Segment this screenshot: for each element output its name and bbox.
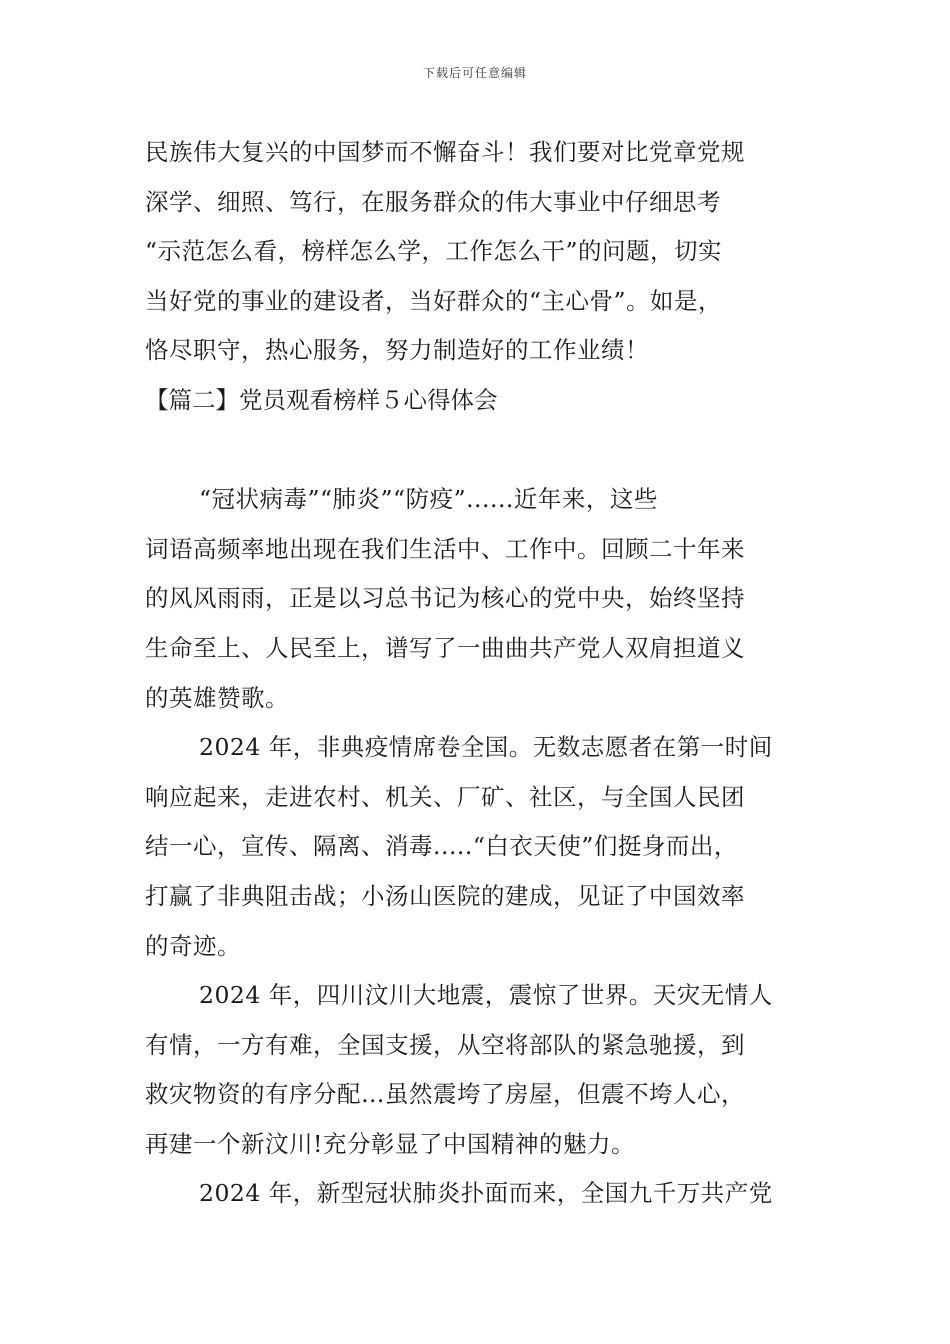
- header-note: 下载后可任意编辑: [422, 66, 527, 80]
- paragraph-5: [145, 1169, 825, 1219]
- text-line: 救灾物资的有序分配…虽然震垮了房屋，但震不垮人心，: [145, 1080, 745, 1109]
- text-line: 深学、细照、笃行，在服务群众的伟大事业中仔细思考: [145, 187, 721, 216]
- text-line: 生命至上、人民至上，谱写了一曲曲共产党人双肩担道义: [145, 633, 745, 662]
- text-line: 再建一个新汶川!充分彰显了中国精神的魅力。: [145, 1129, 635, 1158]
- text-line: 的风风雨雨，正是以习总书记为核心的党中央，始终坚持: [145, 584, 745, 613]
- text-line: 当好党的事业的建设者，当好群众的“主心骨”。如是，: [145, 286, 723, 315]
- text-line: 打赢了非典阻击战；小汤山医院的建成，见证了中国效率: [145, 881, 745, 910]
- text-line: 的奇迹。: [145, 931, 241, 960]
- paragraph-1: [145, 128, 825, 376]
- paragraph-2: [145, 475, 825, 723]
- text-line: 民族伟大复兴的中国梦而不懈奋斗！我们要对比党章党规: [145, 138, 745, 166]
- section-title: 【篇二】党员观看榜样５心得体会: [145, 385, 498, 414]
- paragraph-3: [145, 723, 825, 971]
- text-line: “示范怎么看，榜样怎么学，工作怎么干”的问题，切实: [145, 237, 723, 266]
- text-line: 词语高频率地出现在我们生活中、工作中。回顾二十年来: [145, 534, 745, 563]
- paragraph-4: [145, 971, 825, 1169]
- text-line: 的英雄赞歌。: [145, 683, 289, 712]
- text-line: 结一心，宣传、隔离、消毒.....“白衣天使”们挺身而出，: [145, 832, 738, 861]
- text-line: 有情，一方有难，全国支援，从空将部队的紧急驰援，到: [145, 1030, 745, 1059]
- text-line: 2024 年，新型冠状肺炎扑面而来，全国九千万共产党: [199, 1179, 773, 1208]
- document-body: [145, 128, 825, 1219]
- text-line: 恪尽职守，热心服务，努力制造好的工作业绩！: [145, 336, 649, 365]
- blank-line: [145, 426, 825, 476]
- text-line: 2024 年，四川汶川大地震，震惊了世界。天灾无情人: [199, 981, 773, 1010]
- text-line: 2024 年，非典疫情席卷全国。无数志愿者在第一时间: [199, 733, 773, 762]
- text-line: “冠状病毒”“肺炎”“防疫”......近年来，这些: [199, 485, 658, 514]
- text-line: 响应起来，走进农村、机关、厂矿、社区，与全国人民团: [145, 782, 745, 811]
